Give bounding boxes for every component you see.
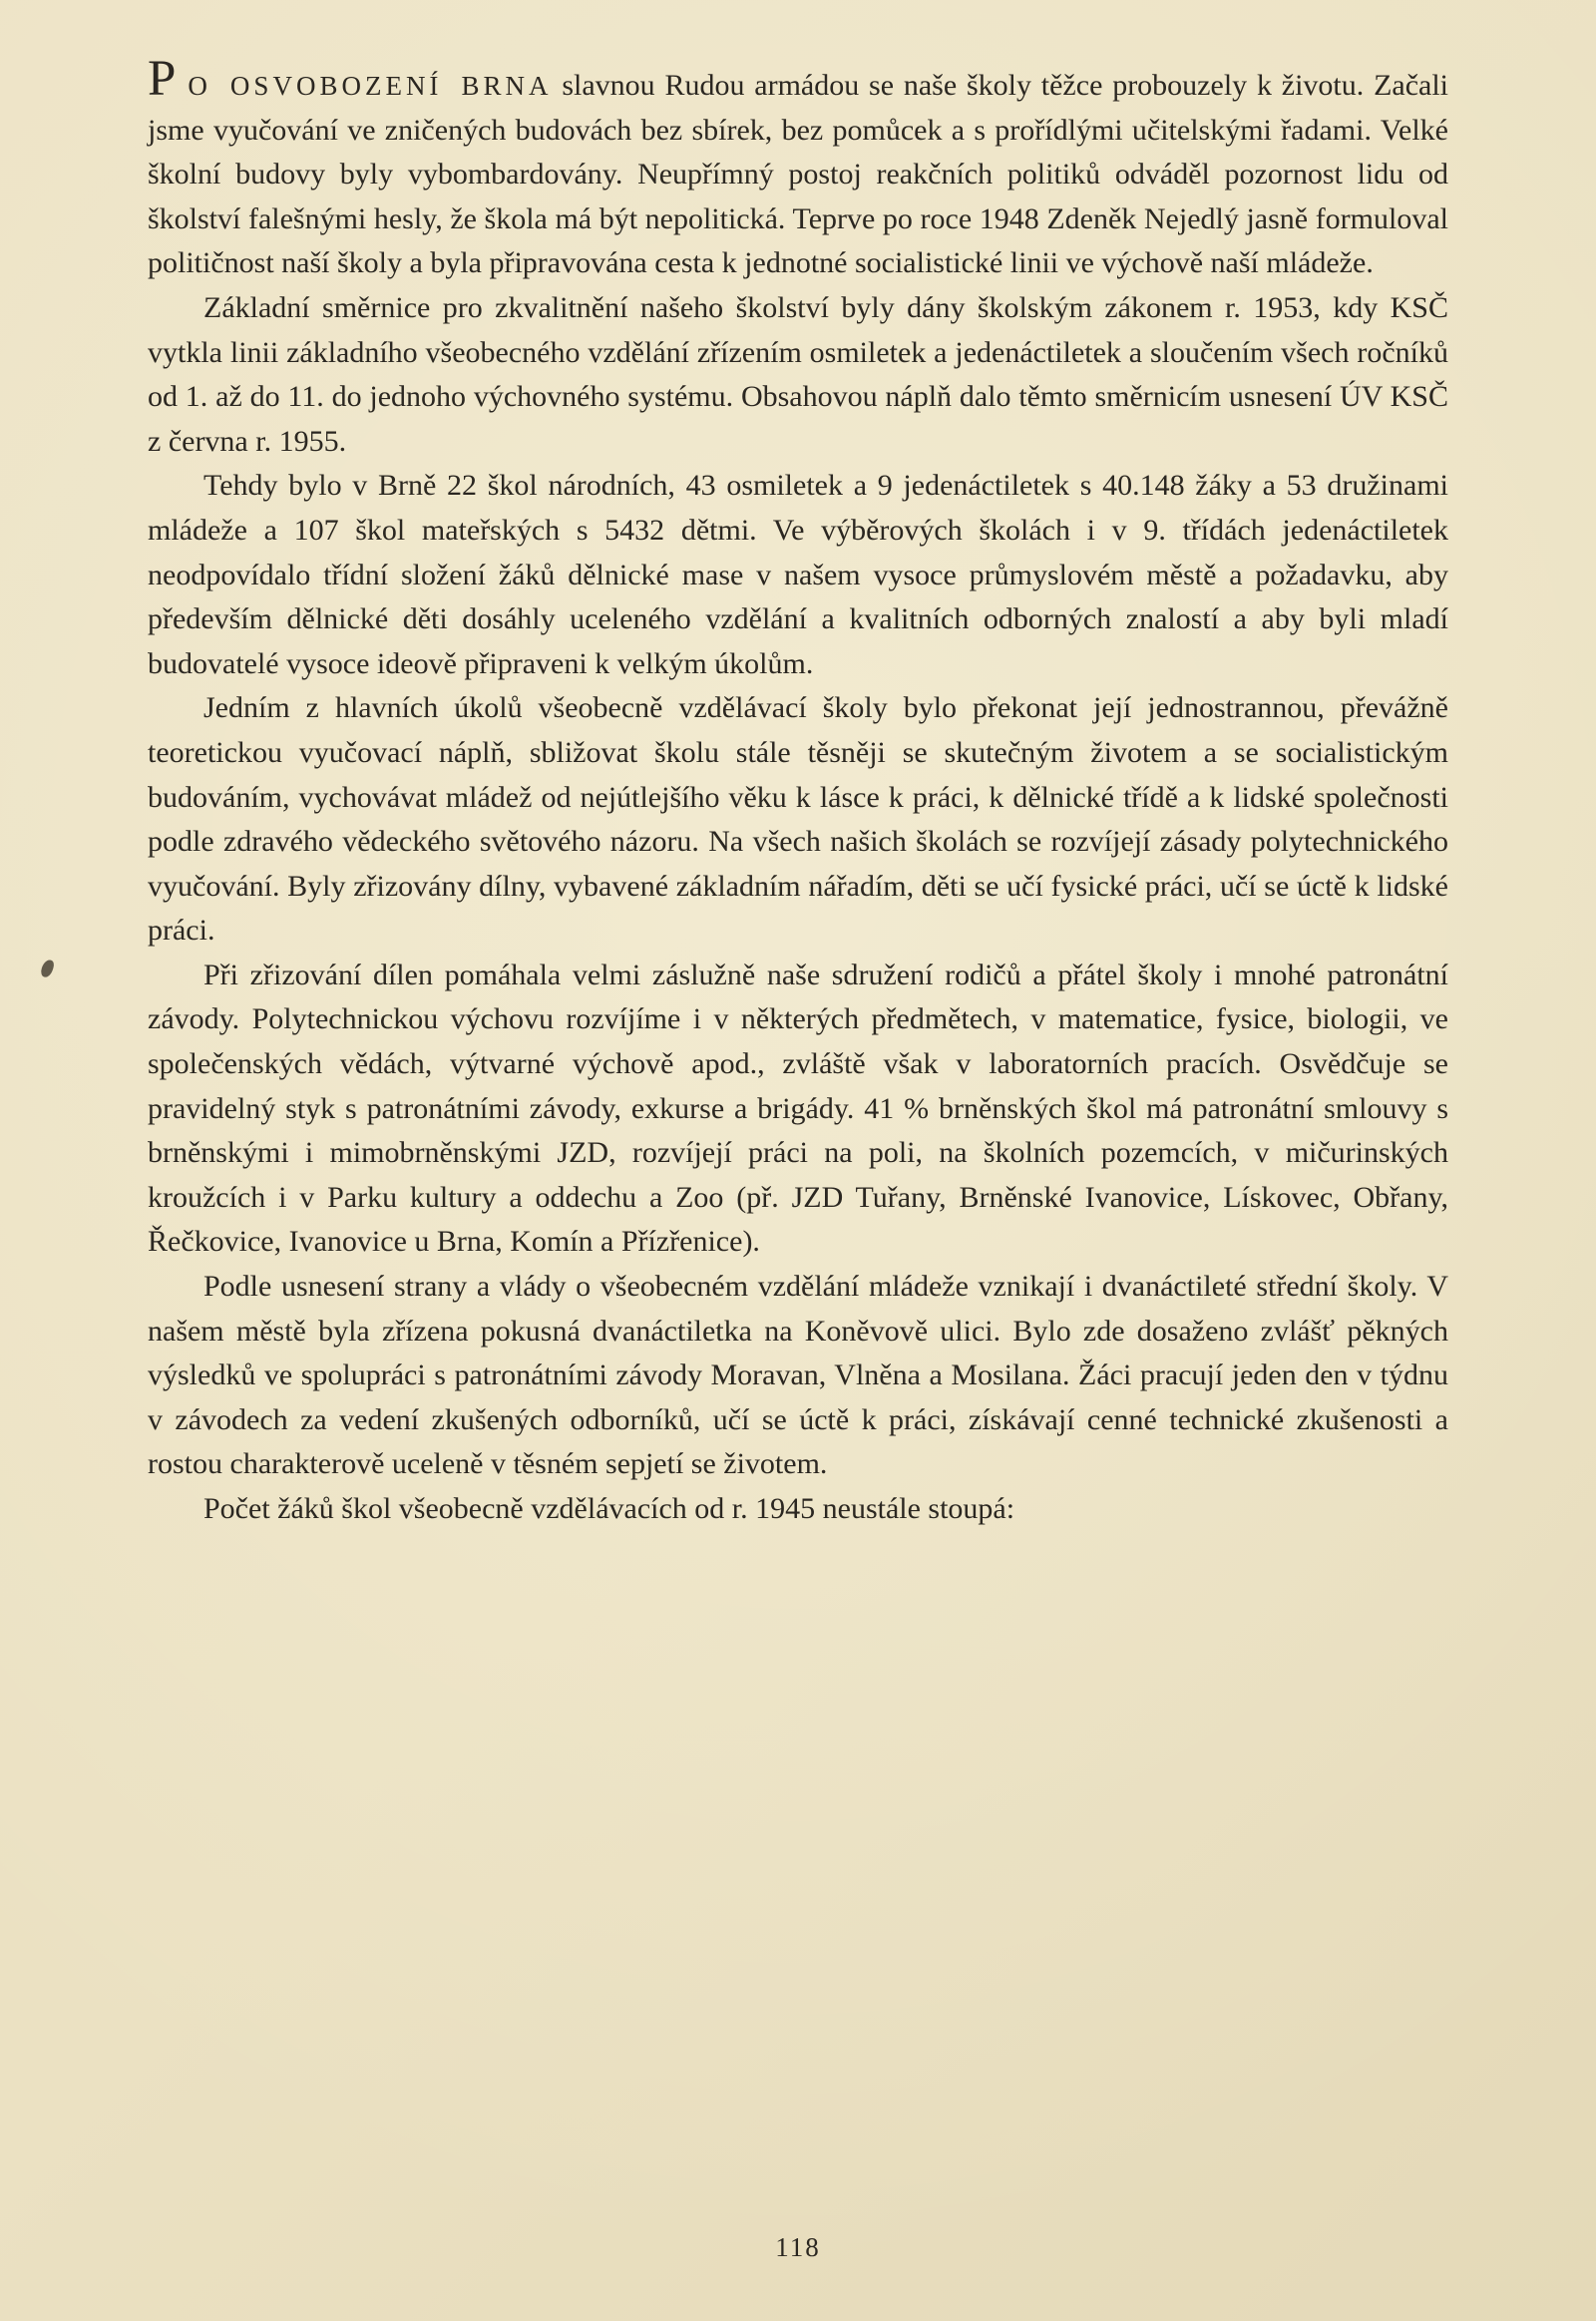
drop-cap: P xyxy=(148,51,179,107)
paragraph-lead xyxy=(148,51,1449,286)
paragraph: Při zřizování dílen pomáhala velmi záslužně naše sdružení rodičů a přátel školy i mnohé patronátní závody. Polytechnickou výchovu rozvíjíme i v některých předmětech, v matematice, fysice, biologii, ve společenských vědách, výtvarné výchově apod., zvláště však v laboratorních pracích. Osvědčuje se pravidelný styk s patronátními závody, exkurse a brigády. 41 % brněnských škol má patronátní smlouvy s brněnskými i mimobrněnskými JZD, rozvíjejí práci na poli, na školních pozemcích, v mičurinských kroužcích i v Parku kultury a oddechu a Zoo (př. JZD Tuřany, Brněnské Ivanovice, Lískovec, Obřany, Řečkovice, Ivanovice u Brna, Komín a Přízřenice). xyxy=(148,958,1448,1259)
paragraph: Počet žáků škol všeobecně vzdělávacích od r. 1945 neustále stoupá: xyxy=(203,1492,1015,1525)
paragraph: Podle usnesení strany a vlády o všeobecném vzdělání mládeže vznikají i dvanáctileté střední školy. V našem městě byla zřízena pokusná dvanáctiletka na Koněvově ulici. Bylo zde dosaženo zvlášť pěkných výsledků ve spolupráci s patronátními závody Moravan, Vlněna a Mosilana. Žáci pracují jeden den v týdnu v závodech za vedení zkušených odborníků, učí se úctě k práci, získávají cenné technické zkušenosti a rostou charakterově uceleně v těsném sepjetí se životem. xyxy=(148,1270,1448,1481)
paragraphs-container xyxy=(148,286,1448,1532)
lead-text: slavnou Rudou armádou se naše školy těžce probouzely k životu. Začali jsme vyučování ve zničených budovách bez sbírek, bez pomůcek a s prořídlými učitelskými řadami. Velké školní budovy byly vybombardovány. Neupřímný postoj reakčních politiků odváděl pozornost lidu od školství falešnými hesly, že škola má být nepolitická. Teprve po roce 1948 Zdeněk Nejedlý jasně formuloval političnost naší školy a byla připravována cesta k jednotné socialistické linii ve výchově naší mládeže. xyxy=(148,69,1449,280)
page-number: 118 xyxy=(775,2232,821,2262)
paragraph: Základní směrnice pro zkvalitnění našeho školství byly dány školským zákonem r. 1953, kdy KSČ vytkla linii základního všeobecného vzdělání zřízením osmiletek a jedenáctiletek a sloučením všech ročníků od 1. až do 11. do jednoho výchovného systému. Obsahovou náplň dalo těmto směrnicím usnesení ÚV KSČ z června r. 1955. xyxy=(148,290,1448,458)
page-text xyxy=(148,51,1449,1532)
paragraph: Jedním z hlavních úkolů všeobecně vzdělávací školy bylo překonat její jednostrannou, převážně teoretickou vyučovací náplň, sbližovat školu stále těsněji se skutečným životem a se socialistickým budováním, vychovávat mládež od nejútlejšího věku k lásce k práci, k dělnické třídě a k lidské společnosti podle zdravého vědeckého světového názoru. Na všech našich školách se rozvíjejí zásady polytechnického vyučování. Byly zřizovány dílny, vybavené základním nářadím, děti se učí fysické práci, učí se úctě k lidské práci. xyxy=(148,691,1448,948)
paragraph: Tehdy bylo v Brně 22 škol národních, 43 osmiletek a 9 jedenáctiletek s 40.148 žáky a 53 družinami mládeže a 107 škol mateřských s 5432 dětmi. Ve výběrových školách i v 9. třídách jedenáctiletek neodpovídalo třídní složení žáků dělnické mase v našem vysoce průmyslovém městě a požadavku, aby především dělnické děti dosáhly uceleného vzdělání a kvalitních odborných znalostí a aby byli mladí budovatelé vysoce ideově připraveni k velkým úkolům. xyxy=(148,469,1448,680)
lead-smallcaps: O OSVOBOZENÍ BRNA xyxy=(188,71,553,101)
ink-blemish xyxy=(39,959,55,979)
